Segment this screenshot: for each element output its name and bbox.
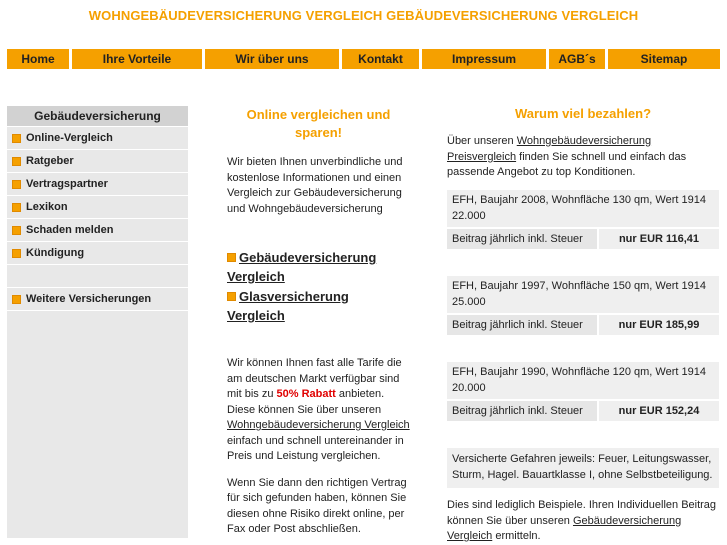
link-gebaeude-vergleich-outro[interactable]: Gebäudeversicherung Vergleich [447, 514, 682, 542]
text-fragment: Über unseren [447, 135, 517, 147]
text-fragment: Wir können Ihnen fast alle Tarife die am deutschen Markt verfügbar sind mit bis zu [227, 357, 402, 400]
example-desc: EFH, Baujahr 1990, Wohnfläche 120 qm, Wert 1914 20.000 [447, 362, 719, 399]
example-desc: EFH, Baujahr 1997, Wohnfläche 150 qm, Wert 1914 25.000 [447, 276, 719, 313]
sidebar-item-lexikon[interactable] [7, 195, 188, 218]
example-label: Beitrag jährlich inkl. Steuer [447, 229, 597, 249]
sidebar-item-label: Online-Vergleich [26, 132, 113, 144]
nav-home[interactable]: Home [7, 49, 69, 69]
bullet-square-icon [227, 253, 236, 262]
example-box-2 [447, 276, 719, 335]
outro-paragraph [447, 498, 719, 545]
sidebar-heading: Gebäudeversicherung [7, 106, 188, 126]
sidebar [7, 106, 188, 538]
sidebar-item-label: Weitere Versicherungen [26, 293, 152, 305]
nav-agb[interactable]: AGB´s [549, 49, 605, 69]
intro-text: Wir bieten Ihnen unverbindliche und kostenlose Informationen und einen Vergleich zur Gebäudeversicherung und Wohngebäudeversicherung [227, 156, 403, 215]
sidebar-item-ratgeber[interactable] [7, 149, 188, 172]
text-fragment: einfach und schnell untereinander in Preis und Leistung vergleichen. [227, 434, 404, 462]
right-column [447, 106, 719, 181]
example-price: nur EUR 185,99 [597, 315, 719, 335]
nav-sitemap[interactable]: Sitemap [608, 49, 720, 69]
sidebar-spacer [7, 264, 188, 287]
sidebar-item-online-vergleich[interactable] [7, 126, 188, 149]
sidebar-item-label: Kündigung [26, 247, 85, 259]
example-label: Beitrag jährlich inkl. Steuer [447, 401, 597, 421]
link-gebaeudeversicherung-vergleich[interactable]: Gebäudeversicherung Vergleich [227, 250, 377, 284]
example-box-1 [447, 190, 719, 249]
sidebar-item-label: Schaden melden [26, 224, 114, 236]
sidebar-divider [7, 310, 188, 311]
site-title: WOHNGEBÄUDEVERSICHERUNG VERGLEICH GEBÄUDEVERSICHERUNG VERGLEICH [88, 8, 639, 23]
rabatt-highlight: 50% Rabatt [276, 388, 336, 400]
rabatt-paragraph [227, 356, 410, 465]
sidebar-item-label: Ratgeber [26, 155, 74, 167]
nav-ihre-vorteile[interactable]: Ihre Vorteile [72, 49, 202, 69]
example-price: nur EUR 116,41 [597, 229, 719, 249]
example-label: Beitrag jährlich inkl. Steuer [447, 315, 597, 335]
bullet-square-icon [12, 157, 21, 166]
sidebar-item-label: Lexikon [26, 201, 68, 213]
nav-wir-ueber-uns[interactable]: Wir über uns [205, 49, 339, 69]
nav-impressum[interactable]: Impressum [422, 49, 546, 69]
main-nav [7, 49, 720, 69]
text-fragment: anbieten. Diese können Sie über unseren [227, 388, 385, 416]
risks-text: Versicherte Gefahren jeweils: Feuer, Leitungswasser, Sturm, Hagel. Bauartklasse I, ohne Selbstbeteiligung. [447, 448, 719, 486]
bullet-square-icon [12, 203, 21, 212]
example-price: nur EUR 152,24 [597, 401, 719, 421]
main-column [227, 106, 410, 538]
nav-kontakt[interactable]: Kontakt [342, 49, 419, 69]
text-fragment: Dies sind lediglich Beispiele. Ihren Individuellen Beitrag können Sie über unseren [447, 499, 717, 527]
bullet-square-icon [12, 249, 21, 258]
sidebar-item-schaden-melden[interactable] [7, 218, 188, 241]
sidebar-item-label: Vertragspartner [26, 178, 108, 190]
link-glasversicherung-vergleich[interactable]: Glasversicherung Vergleich [227, 289, 349, 323]
example-desc: EFH, Baujahr 2008, Wohnfläche 130 qm, Wert 1914 22.000 [447, 190, 719, 227]
text-fragment: ermitteln. [492, 530, 541, 542]
bullet-square-icon [12, 295, 21, 304]
main-heading: Online vergleichen und sparen! [246, 107, 391, 140]
bullet-square-icon [12, 134, 21, 143]
bullet-square-icon [12, 180, 21, 189]
bullet-square-icon [12, 226, 21, 235]
text-fragment: finden Sie schnell und einfach das passende Angebot zu top Konditionen. [447, 150, 687, 178]
risks-box [447, 448, 719, 488]
sidebar-item-weitere-versicherungen[interactable] [7, 287, 188, 310]
bullet-square-icon [227, 292, 236, 301]
right-intro [447, 134, 719, 181]
sidebar-item-vertragspartner[interactable] [7, 172, 188, 195]
link-preisvergleich[interactable]: Wohngebäudeversicherung Preisvergleich [447, 135, 652, 163]
abschluss-paragraph: Wenn Sie dann den richtigen Vertrag für sich gefunden haben, können Sie diesen ohne Risiko direkt online, per Fax oder Post abschließen. [227, 476, 407, 535]
example-box-3 [447, 362, 719, 421]
sidebar-item-kuendigung[interactable] [7, 241, 188, 264]
link-wohngebaeude-vergleich[interactable]: Wohngebäudeversicherung Vergleich [227, 419, 410, 431]
right-heading: Warum viel bezahlen? [514, 106, 652, 121]
